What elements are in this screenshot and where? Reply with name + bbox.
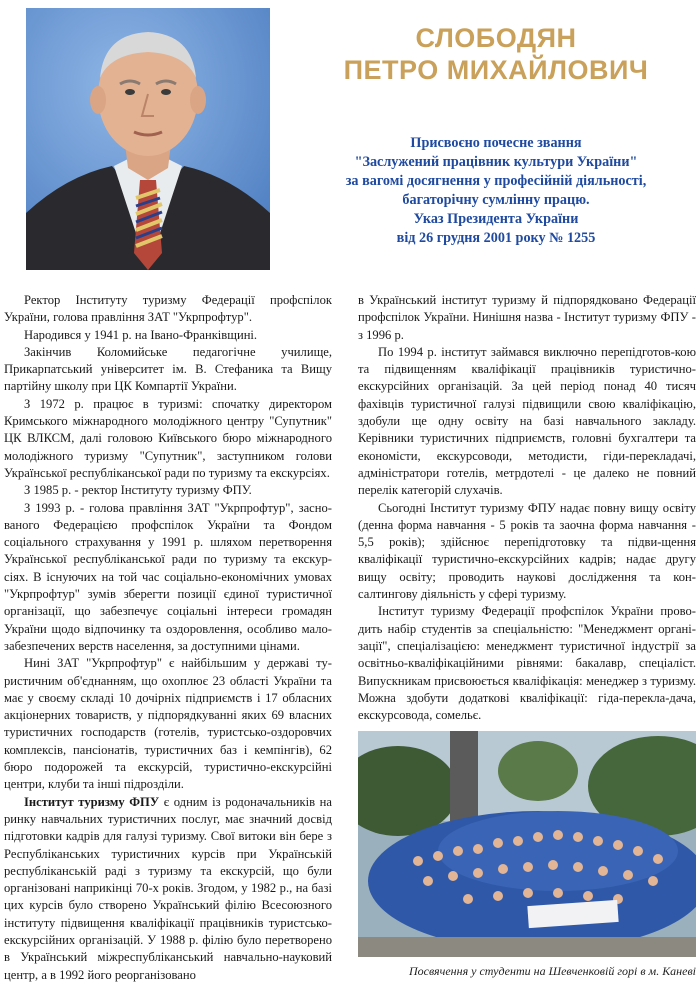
award-line: від 26 грудня 2001 року № 1255: [396, 230, 596, 246]
paragraph: По 1994 р. інститут займався виключно перепідготов-кою та підвищенням кваліфікації працівників туристично-екскурсійних організацій. За цей період понад 40 тисяч фахівців туристичної галузі підвищили свою кваліфікацію, здобули ще одну освіту на базі навчального закладу. Керівники туристичних підприємств, головні бухгалтери та економісти, екскурсоводи, методисти, гіди-перекладачі, адміністратори готелів, метрдотелі - це далеко не повний перелік категорій слухачів.: [358, 344, 696, 498]
person-surname: СЛОБОДЯН: [415, 23, 577, 53]
paragraph: З 1972 р. працює в туризмі: спочатку директором Кримського міжнародного молодіжного центру "Супутник" ЦК ВЛКСМ, далі головою Київського бюро міжнародного молодіжного туризму "Супутник", заступником голови Української республіканської ради по туризму та екскурсіях.: [4, 396, 332, 480]
paragraph: Інститут туризму Федерації профспілок України прово-дить набір студентів за спеціальністю: "Менеджмент органі-зації", спеціалізацією: менеджмент туристичної індустрії за освітньо-кваліфікаційними рівнями: бакалавр, спеціаліст. Випускникам присвоюється кваліфікація: менеджер з туризму. Можна здобути додаткові кваліфікації: гіда-перекла-дача, екскурсовода, сомельє.: [358, 604, 696, 723]
paragraph: [4, 794, 332, 984]
paragraph: З 1985 р. - ректор Інституту туризму ФПУ.: [24, 483, 252, 498]
award-line: "Заслужений працівник культури України": [354, 154, 638, 170]
institute-name-bold: Інститут туризму ФПУ: [24, 794, 160, 809]
photo-caption: Посвячення у студенти на Шевченковій горі в м. Каневі: [408, 964, 696, 978]
paragraph: Ректор Інституту туризму Федерації профспілок України, голова правління ЗАТ "Укрпрофтур".: [4, 293, 332, 325]
paragraph: Народився у 1941 р. на Івано-Франківщині.: [24, 327, 258, 342]
institute-description: є одним із родоначальників на ринку навчальних туристичних послуг, має значний досвід підготовки кадрів для галузі туризму. Свої витоки він бере з Республіканських туристичних курсів при Українській республіканській раді з туризму та екскурсій, що були організовані наприкінці 70-х років. Згодом, у 1982 р., на базі цих курсів було створено Український філію Всесоюзного інституту підвищення кваліфікації працівників туристсько-екскурсійних організацій. У 1988 р. філію було перетворено в Український міжреспубліканський навчально-науковий центр, а в 1992 його реорганізовано: [4, 794, 333, 982]
portrait-photo: [26, 8, 270, 270]
right-text-column: [358, 292, 696, 724]
award-line: Указ Президента України: [413, 211, 579, 227]
award-line: Присвоєно почесне звання: [410, 135, 582, 151]
paragraph-continuation: в Український інститут туризму й підпорядковано Федерації профспілок України. Нинішня назва - Інститут туризму ФПУ - з 1996 р.: [358, 293, 696, 342]
paragraph: Сьогодні Інститут туризму ФПУ надає повну вищу освіту (денна форма навчання - 5 років та заочна форма навчання - 5,5 років); здійснює перепідготовку та підви-щення кваліфікації туристично-екскурсійних кадрів; надає другу вищу освіту; проводить наукові дослідження та кон-салтингову діяльність у сфері туризму.: [358, 500, 696, 602]
portrait-illustration: [26, 8, 270, 270]
award-block: [300, 134, 692, 248]
group-photo: [358, 731, 696, 957]
person-first-patronymic: ПЕТРО МИХАЙЛОВИЧ: [343, 55, 649, 85]
group-photo-illustration: [358, 731, 696, 957]
person-name: [296, 22, 696, 86]
award-line: багаторічну сумлінну працю.: [402, 192, 590, 208]
paragraph: Закінчив Коломийське педагогічне училище, Прикарпатський університет ім. В. Стефаника та Вищу партійну школу при ЦК Компартії України.: [4, 344, 332, 394]
paragraph: З 1993 р. - голова правління ЗАТ "Укрпрофтур", засно-ваного Федерацією профспілок України та Фондом соціального страхування у 1991 р. шляхом перетворення Української республіканської ради по туризму та екскур-сіях. В існуючих на той час соціально-економічних умовах "Укрпрофтур" зумів зберегти позиції єдиної туристичної організації, що забезпечує соціальні інтереси громадян України щодо відпочинку та оздоровлення, особливо мало-забезпечених верств населення, за доступними цінами.: [4, 500, 332, 653]
paragraph: Нині ЗАТ "Укрпрофтур" є найбільшим у державі ту-ристичним об'єднанням, що охоплює 23 області України та має у своєму складі 10 дочірніх підприємств і 17 обласних акціонерних товариств, у підпорядкуванні яких 69 власних туристичних господарств (готелів, туристсько-оздоровчих комплексів, пансіонатів, туристичних баз і кемпінгів), 62 бюро подорожей та екскурсій, туристично-екскурсійні центри, клуби та інші підрозділи.: [4, 656, 332, 792]
left-text-column: [4, 292, 332, 984]
award-line: за вагомі досягнення у професійній діяльності,: [345, 173, 647, 189]
